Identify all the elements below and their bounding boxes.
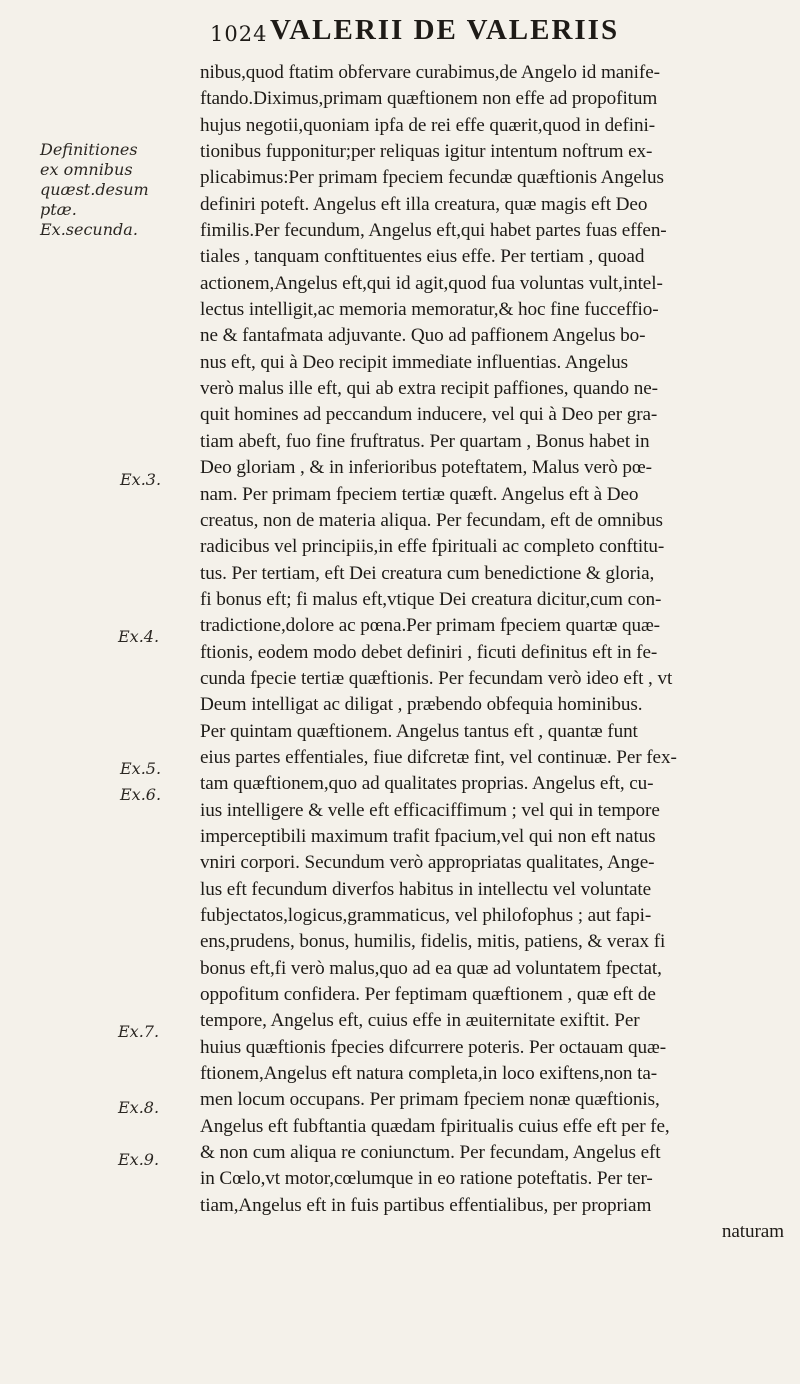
text-line: nibus,quod ftatim obfervare curabimus,de Angelo id manife- bbox=[200, 62, 660, 83]
text-line: plicabimus:Per primam fpeciem fecundæ quæftionis Angelus bbox=[200, 167, 664, 189]
text-line: tus. Per tertiam, eft Dei creatura cum benedictione & gloria, bbox=[200, 562, 655, 584]
text-line: fimilis.Per fecundum, Angelus eft,qui habet partes fuas effen- bbox=[200, 220, 667, 242]
text-line: fi bonus eft; fi malus eft,vtique Dei creatura dicitur,cum con- bbox=[200, 588, 662, 610]
text-line: ius intelligere & velle eft efficaciffimum ; vel qui in tempore bbox=[200, 799, 660, 821]
text-line: in Cœlo,vt motor,cœlumque in eo ratione poteftatis. Per ter- bbox=[200, 1168, 653, 1190]
text-line: vniri corpori. Secundum verò appropriatas qualitates, Ange- bbox=[200, 852, 655, 874]
catchword: naturam bbox=[721, 1221, 784, 1243]
margin-note-line: Ex.3. bbox=[120, 470, 162, 489]
text-line: huius quæftionis fpecies difcurrere poteris. Per octauam quæ- bbox=[200, 1036, 666, 1058]
margin-note-line: ex omnibus bbox=[40, 160, 133, 179]
text-line: nus eft, qui à Deo recipit immediate influentias. Angelus bbox=[200, 351, 629, 373]
text-line: radicibus vel principiis,in effe fpirituali ac completo conftitu- bbox=[200, 536, 665, 558]
margin-note-line: quæst.desum bbox=[40, 180, 149, 199]
text-line: Deo gloriam , & in inferioribus poteftatem, Malus verò pœ- bbox=[200, 457, 652, 479]
text-line: Angelus eft fubftantia quædam fpiritualis cuius effe eft per fe, bbox=[200, 1115, 670, 1137]
text-line: ftionis, eodem modo debet definiri , ficuti definitus eft in fe- bbox=[200, 641, 658, 663]
running-title: VALERII DE VALERIIS bbox=[270, 14, 620, 46]
text-line: tionibus fupponitur;per reliquas igitur intentum noftrum ex- bbox=[200, 141, 653, 163]
margin-note-line: Ex.5. bbox=[120, 759, 162, 778]
body-text bbox=[200, 60, 790, 1245]
text-line: verò malus ille eft, qui ab extra recipit paffiones, quando ne- bbox=[200, 378, 658, 400]
margin-note-line: Ex.4. bbox=[118, 627, 160, 646]
text-line: Per quintam quæftionem. Angelus tantus eft , quantæ funt bbox=[200, 720, 638, 742]
text-line: tam quæftionem,quo ad qualitates proprias. Angelus eft, cu- bbox=[200, 773, 654, 795]
margin-note-line: Ex.secunda. bbox=[40, 220, 138, 239]
text-line: ftando.Diximus,primam quæftionem non effe ad propofitum bbox=[200, 88, 658, 110]
margin-note-ex6 bbox=[120, 785, 161, 805]
text-line: cunda fpecie tertiæ quæftionis. Per fecundam verò ideo eft , vt bbox=[200, 667, 673, 689]
margin-note-definitiones bbox=[40, 140, 149, 240]
text-line: bonus eft,fi verò malus,quo ad ea quæ ad voluntatem fpectat, bbox=[200, 957, 662, 979]
margin-note-ex5 bbox=[120, 759, 161, 779]
text-line: tradictione,dolore ac pœna.Per primam fpeciem quartæ quæ- bbox=[200, 615, 660, 637]
margin-note-ex9 bbox=[118, 1150, 159, 1170]
margin-notes bbox=[0, 0, 185, 1384]
text-line: eius partes effentiales, fiue difcretæ fint, vel continuæ. Per fex- bbox=[200, 746, 677, 768]
page-header bbox=[210, 14, 760, 50]
text-line: creatus, non de materia aliqua. Per fecundam, eft de omnibus bbox=[200, 509, 663, 531]
text-line: tiales , tanquam conftituentes eius effe. Per tertiam , quoad bbox=[200, 246, 645, 268]
margin-note-line: Ex.8. bbox=[118, 1098, 160, 1117]
margin-note-line: Ex.6. bbox=[120, 785, 162, 804]
text-line: tiam,Angelus eft in fuis partibus effentialibus, per propriam bbox=[200, 1194, 652, 1216]
text-line: men locum occupans. Per primam fpeciem nonæ quæftionis, bbox=[200, 1089, 660, 1111]
text-line: tiam abeft, fuo fine fruftratus. Per quartam , Bonus habet in bbox=[200, 430, 650, 452]
text-line: oppofitum confidera. Per feptimam quæftionem , quæ eft de bbox=[200, 984, 656, 1006]
text-line: definiri poteft. Angelus eft illa creatura, quæ magis eft Deo bbox=[200, 193, 648, 215]
text-line: ne & fantafmata adjuvante. Quo ad paffionem Angelus bo- bbox=[200, 325, 646, 347]
text-line: lus eft fecundum diverfos habitus in intellectu vel voluntate bbox=[200, 878, 652, 900]
text-line: ftionem,Angelus eft natura completa,in loco exiftens,non ta- bbox=[200, 1063, 658, 1085]
text-line: imperceptibili maximum trafit fpacium,vel qui non eft natus bbox=[200, 825, 656, 847]
text-line: lectus intelligit,ac memoria memoratur,& hoc fine fucceffio- bbox=[200, 299, 659, 321]
page-number: 1024 bbox=[210, 22, 268, 46]
text-line: tempore, Angelus eft, cuius effe in æuiternitate exiftit. Per bbox=[200, 1010, 640, 1032]
text-line: quit homines ad peccandum inducere, vel qui à Deo per gra- bbox=[200, 404, 658, 426]
margin-note-line: Ex.7. bbox=[118, 1022, 160, 1041]
margin-note-line: Definitiones bbox=[40, 140, 138, 159]
text-line: ens,prudens, bonus, humilis, fidelis, mitis, patiens, & verax fi bbox=[200, 931, 666, 953]
text-line: actionem,Angelus eft,qui id agit,quod fua voluntas vult,intel- bbox=[200, 272, 663, 294]
margin-note-line: ptæ. bbox=[40, 200, 77, 219]
margin-note-ex7 bbox=[118, 1022, 159, 1042]
margin-note-line: Ex.9. bbox=[118, 1150, 160, 1169]
text-line: nam. Per primam fpeciem tertiæ quæft. Angelus eft à Deo bbox=[200, 483, 639, 505]
text-line: hujus negotii,quoniam ipfa de rei effe quærit,quod in defini- bbox=[200, 114, 656, 136]
margin-note-ex8 bbox=[118, 1098, 159, 1118]
margin-note-ex4 bbox=[118, 627, 159, 647]
text-line: Deum intelligat ac diligat , præbendo obfequia hominibus. bbox=[200, 694, 643, 716]
text-line: & non cum aliqua re coniunctum. Per fecundam, Angelus eft bbox=[200, 1142, 661, 1164]
text-line: fubjectatos,logicus,grammaticus, vel philofophus ; aut fapi- bbox=[200, 905, 652, 926]
margin-note-ex3 bbox=[120, 470, 161, 490]
